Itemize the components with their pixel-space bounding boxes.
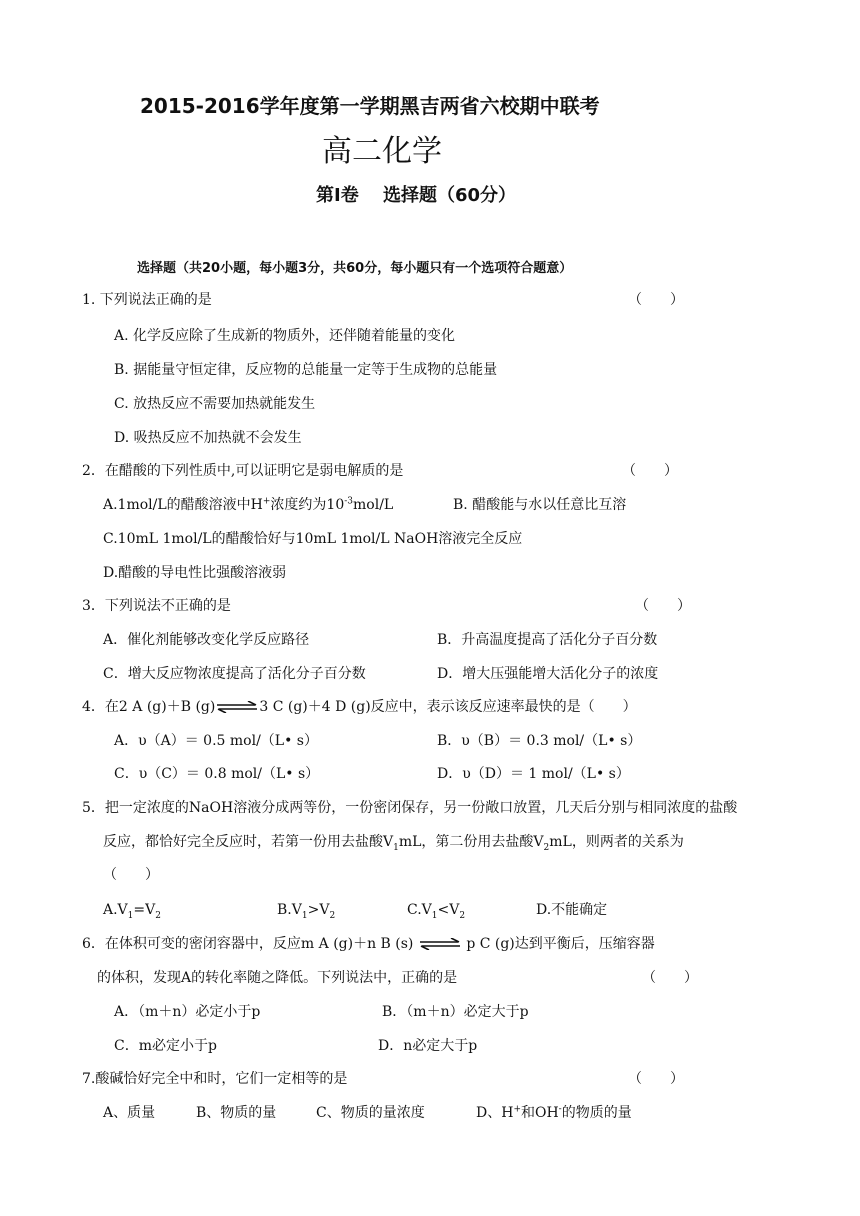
q6-answer-paren: （ ）: [642, 970, 698, 986]
q3-option-a: A．催化剂能够改变化学反应路径: [103, 632, 310, 648]
q1-option-a: A. 化学反应除了生成新的物质外，还伴随着能量的变化: [114, 328, 456, 344]
q5-option-c: $C.V_1<V_2$: [407, 902, 466, 921]
q6-stem-line1: 6．在体积可变的密闭容器中，反应m A (g)＋n B (s) p C (g)达到平衡后，压缩容器: [82, 936, 655, 952]
q2-answer-paren: （ ）: [622, 463, 678, 479]
q3-option-d: D．增大压强能增大活化分子的浓度: [437, 666, 659, 682]
q7-option-d: D、H+和OH-的物质的量: [476, 1104, 632, 1121]
q5-option-b: $B.V_1>V_2$: [277, 902, 336, 921]
q5-answer-paren: （ ）: [103, 867, 159, 883]
q4-option-c: C．υ（C）＝ 0.8 mol/（L• s）: [114, 766, 320, 782]
q5-stem-line1: 5．把一定浓度的NaOH溶液分成两等份，一份密闭保存，另一份敞口放置，几天后分别与相同浓度的盐酸: [82, 800, 738, 816]
q4-option-a: A．υ（A）＝ 0.5 mol/（L• s）: [114, 733, 318, 749]
subject-title: 高二化学: [322, 134, 442, 169]
q4-option-b: B．υ（B）＝ 0.3 mol/（L• s）: [437, 733, 642, 749]
q7-answer-paren: （ ）: [628, 1071, 684, 1087]
q6-stem-line2: 的体积，发现A的转化率随之降低。下列说法中，正确的是: [97, 970, 458, 986]
q7-option-b: B、物质的量: [196, 1105, 277, 1121]
q2-option-b: B. 醋酸能与水以任意比互溶: [453, 497, 627, 513]
q2-stem: 2．在醋酸的下列性质中,可以证明它是弱电解质的是: [82, 463, 404, 479]
exam-title: 2015-2016学年度第一学期黑吉两省六校期中联考: [140, 94, 600, 118]
q2-option-c: C.10mL 1mol/L的醋酸恰好与10mL 1mol/L NaOH溶液完全反应: [103, 531, 523, 547]
q6-option-d: D．n必定大于p: [378, 1038, 478, 1054]
instructions: 选择题（共20小题，每小题3分，共60分，每小题只有一个选项符合题意）: [137, 261, 573, 276]
q3-option-b: B．升高温度提高了活化分子百分数: [437, 632, 658, 648]
q7-option-c: C、物质的量浓度: [316, 1105, 425, 1121]
q6-option-a: A．（m＋n）必定小于p: [114, 1004, 261, 1020]
q1-option-d: D. 吸热反应不加热就不会发生: [114, 430, 302, 446]
q5-option-d: D.不能确定: [536, 902, 608, 918]
q1-option-c: C. 放热反应不需要加热就能发生: [114, 396, 316, 412]
equilibrium-arrow-icon: [418, 938, 462, 950]
q3-stem: 3．下列说法不正确的是: [82, 598, 231, 614]
q1-stem: 1. 下列说法正确的是: [82, 292, 212, 308]
q4-stem: 4．在2 A (g)＋B (g) 3 C (g)＋4 D (g)反应中，表示该反应速率最快的是（ ）: [82, 699, 637, 715]
q1-option-b: B. 据能量守恒定律，反应物的总能量一定等于生成物的总能量: [114, 362, 498, 378]
q1-answer-paren: （ ）: [628, 292, 684, 308]
q4-option-d: D．υ（D）＝ 1 mol/（L• s）: [437, 766, 630, 782]
q5-stem-line2: 反应，都恰好完全反应时，若第一份用去盐酸$V_1mL$，第二份用去盐酸$V_2mL$，则两者的关系为: [103, 834, 684, 853]
section-title: 第Ⅰ卷 选择题（60分）: [316, 185, 517, 206]
q6-option-c: C．m必定小于p: [114, 1038, 217, 1054]
q6-option-b: B．（m＋n）必定大于p: [382, 1004, 529, 1020]
q3-option-c: C．增大反应物浓度提高了活化分子百分数: [103, 666, 366, 682]
q5-option-a: $A.V_1=V_2$: [103, 902, 161, 921]
q7-option-a: A、质量: [103, 1105, 156, 1121]
q7-stem: 7.酸碱恰好完全中和时，它们一定相等的是: [82, 1071, 348, 1087]
equilibrium-arrow-icon: [215, 701, 259, 713]
q2-option-a: A.1mol/L的醋酸溶液中H+浓度约为$10^{-3}mol/L$: [103, 496, 394, 513]
q2-option-d: D.醋酸的导电性比强酸溶液弱: [103, 565, 287, 581]
q3-answer-paren: （ ）: [635, 598, 691, 614]
